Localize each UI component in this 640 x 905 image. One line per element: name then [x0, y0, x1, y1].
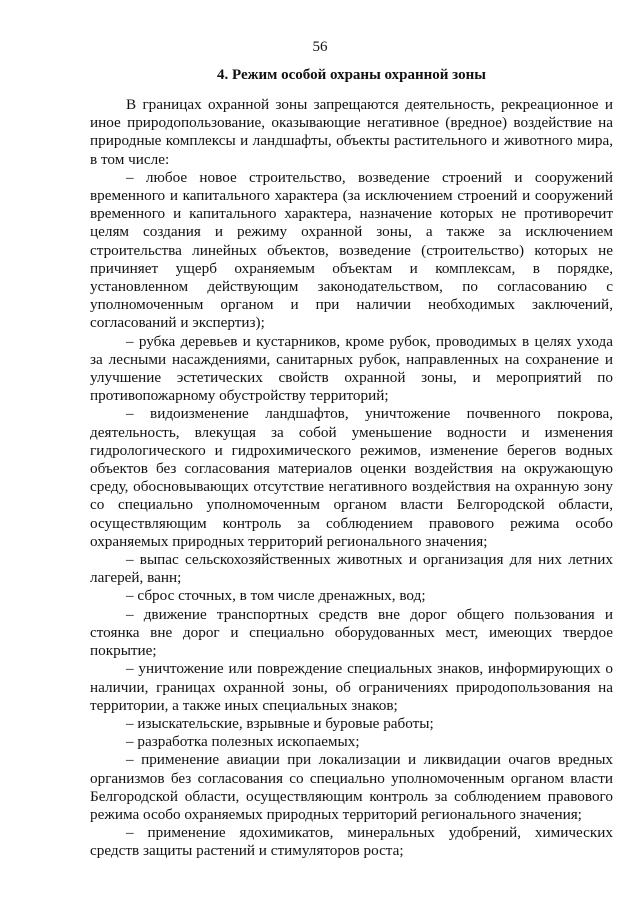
- list-item-wastewater: – сброс сточных, в том числе дренажных, вод;: [126, 587, 426, 605]
- list-item-vehicle-traffic: – движение транспортных средств вне дорог общего пользования и стоянка вне дорог и специально оборудованных мест, имеющих твердое покрытие;: [90, 605, 613, 660]
- list-item-survey-works: – изыскательские, взрывные и буровые работы;: [126, 714, 434, 732]
- list-item-logging: – рубка деревьев и кустарников, кроме рубок, проводимых в целях ухода за лесными насаждениями, санитарных рубок, направленных на сохранение и улучшение эстетических свойств охранной зоны, и мероприятий по противопожарному обустройству территорий;: [90, 332, 613, 405]
- paragraph-intro: В границах охранной зоны запрещаются деятельность, рекреационное и иное природопользование, оказывающие негативное (вредное) воздействие на природные комплексы и ландшафты, объекты растительного и животного мира, в том числе:: [90, 96, 613, 168]
- list-item-chemicals: – применение ядохимикатов, минеральных удобрений, химических средств защиты растений и стимуляторов роста;: [90, 824, 613, 860]
- body-text: [90, 96, 613, 861]
- page-number: 56: [312, 39, 328, 55]
- list-item-landscape-change: – видоизменение ландшафтов, уничтожение почвенного покрова, деятельность, влекущая за собой уменьшение водности и изменения гидрологического и гидрохимического режимов, изменение берегов водных объектов без согласования материалов оценки воздействия на окружающую среду, обосновывающих отсутствие негативного воздействия на охранную зону со специально уполномоченным органом власти Белгородской области, осуществляющим контроль за соблюдением правового режима особо охраняемых природных территорий регионального значения;: [90, 405, 613, 550]
- list-item-mining: – разработка полезных ископаемых;: [126, 733, 360, 751]
- list-item-aviation: – применение авиации при локализации и ликвидации очагов вредных организмов без согласования со специально уполномоченным органом власти Белгородской области, осуществляющим контроль за соблюдением правового режима особо охраняемых природных территорий регионального значения;: [90, 751, 613, 823]
- section-title: 4. Режим особой охраны охранной зоны: [217, 67, 486, 83]
- list-item-grazing: – выпас сельскохозяйственных животных и организация для них летних лагерей, ванн;: [90, 551, 613, 587]
- list-item-construction: – любое новое строительство, возведение строений и сооружений временного и капитального характера (за исключением строений и сооружений временного и капитального характера, назначение которых не противоречит целям создания и режиму охранной зоны, а также за исключением строительства линейных объектов, возведение (строительство) которых не причиняет ущерб охраняемым объектам и комплексам, в порядке, установленном действующим законодательством, по согласованию с уполномоченным органом и при наличии необходимых заключений, согласований и экспертиз);: [90, 168, 613, 332]
- list-item-signs: – уничтожение или повреждение специальных знаков, информирующих о наличии, границах охранной зоны, об ограничениях природопользования на территории, а также иных специальных знаков;: [90, 660, 613, 714]
